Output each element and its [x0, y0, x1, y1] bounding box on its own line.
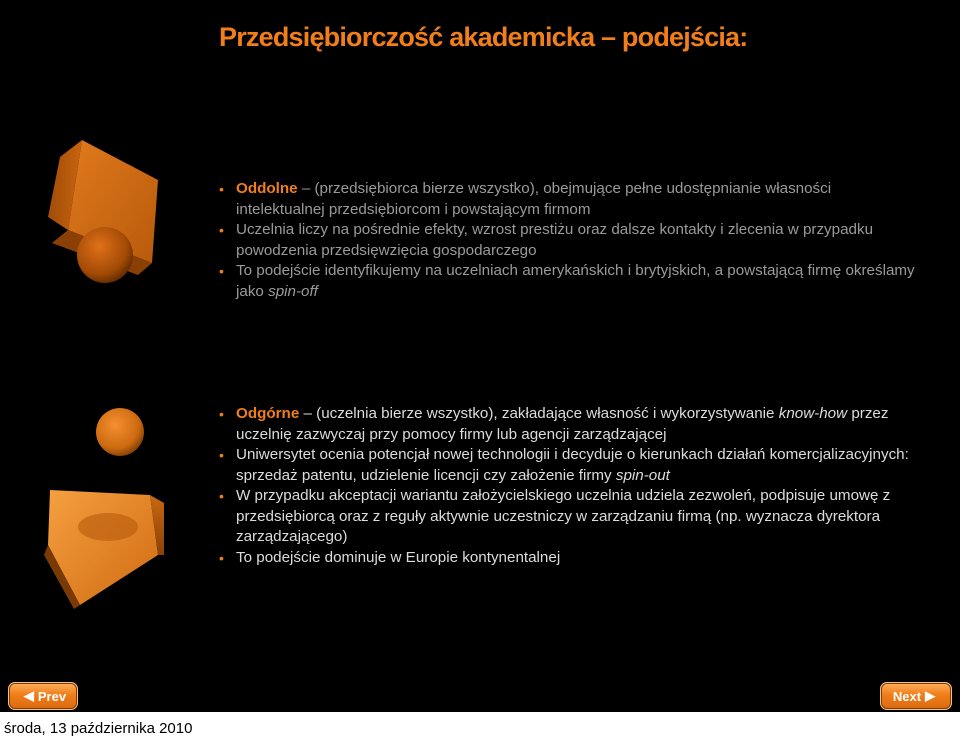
slide-title: Przedsiębiorczość akademicka – podejścia:	[219, 22, 748, 52]
sphere-cube-illustration	[40, 405, 170, 610]
bullet-text: Uczelnia liczy na pośrednie efekty, wzrost prestiżu oraz dalsze kontakty i zlecenia w przypadku powodzenia przedsięwzięcia gospodarczego	[236, 221, 874, 259]
bullet-text: Uniwersytet ocenia potencjał nowej technologii i decyduje o kierunkach działań komercjalizacyjnych: sprzedaż patentu, udzielenie licencji czy założenie firmy	[236, 446, 909, 484]
bullet-item	[218, 179, 918, 220]
next-button[interactable]	[880, 682, 952, 710]
arrow-right-icon: ▶	[925, 688, 936, 703]
bullet-list-bottom	[218, 404, 918, 568]
cube-sphere-illustration	[40, 135, 180, 295]
bullet-text: W przypadku akceptacji wariantu założycielskiego uczelnia udziela zezwoleń, podpisuje umowę z przedsiębiorcą oraz z reguły aktywnie uczestniczy w zarządzaniu firmą (np. wyznacza dyrektora zarządzającego)	[236, 487, 891, 545]
bullet-item	[218, 548, 918, 569]
bullet-emphasis: spin-off	[268, 282, 318, 300]
footer-date: środa, 13 października 2010	[4, 720, 193, 737]
next-label: Next	[892, 688, 922, 704]
bullet-item	[218, 404, 918, 445]
bullet-text: – (uczelnia bierze wszystko), zakładające własność i wykorzystywanie	[299, 405, 779, 422]
bullet-emphasis: spin-out	[615, 466, 670, 484]
bullet-item	[218, 261, 918, 302]
bullet-item	[218, 445, 918, 486]
footer	[0, 712, 960, 740]
arrow-left-icon: ◀	[23, 688, 34, 703]
bullet-text: przez uczelnię zazwyczaj przy pomocy firmy lub agencji zarządzającej	[236, 405, 889, 443]
bullet-text: – (przedsiębiorca bierze wszystko), obejmujące pełne udostępnianie własności intelektualnej przedsiębiorcom i powstającym firmom	[236, 180, 832, 218]
bullet-lead: Odgórne	[236, 405, 300, 422]
bullet-item	[218, 220, 918, 261]
bullet-text: To podejście dominuje w Europie kontynentalnej	[236, 548, 561, 566]
prev-label: Prev	[37, 688, 67, 704]
bullet-list-top	[218, 179, 918, 302]
bullet-lead: Oddolne	[236, 180, 298, 197]
bullet-emphasis: know-how	[778, 405, 848, 422]
bullet-item	[218, 486, 918, 548]
bullet-text: To podejście identyfikujemy na uczelniach amerykańskich i brytyjskich, a powstającą firmę określamy jako	[236, 262, 915, 300]
prev-button[interactable]	[8, 682, 78, 710]
